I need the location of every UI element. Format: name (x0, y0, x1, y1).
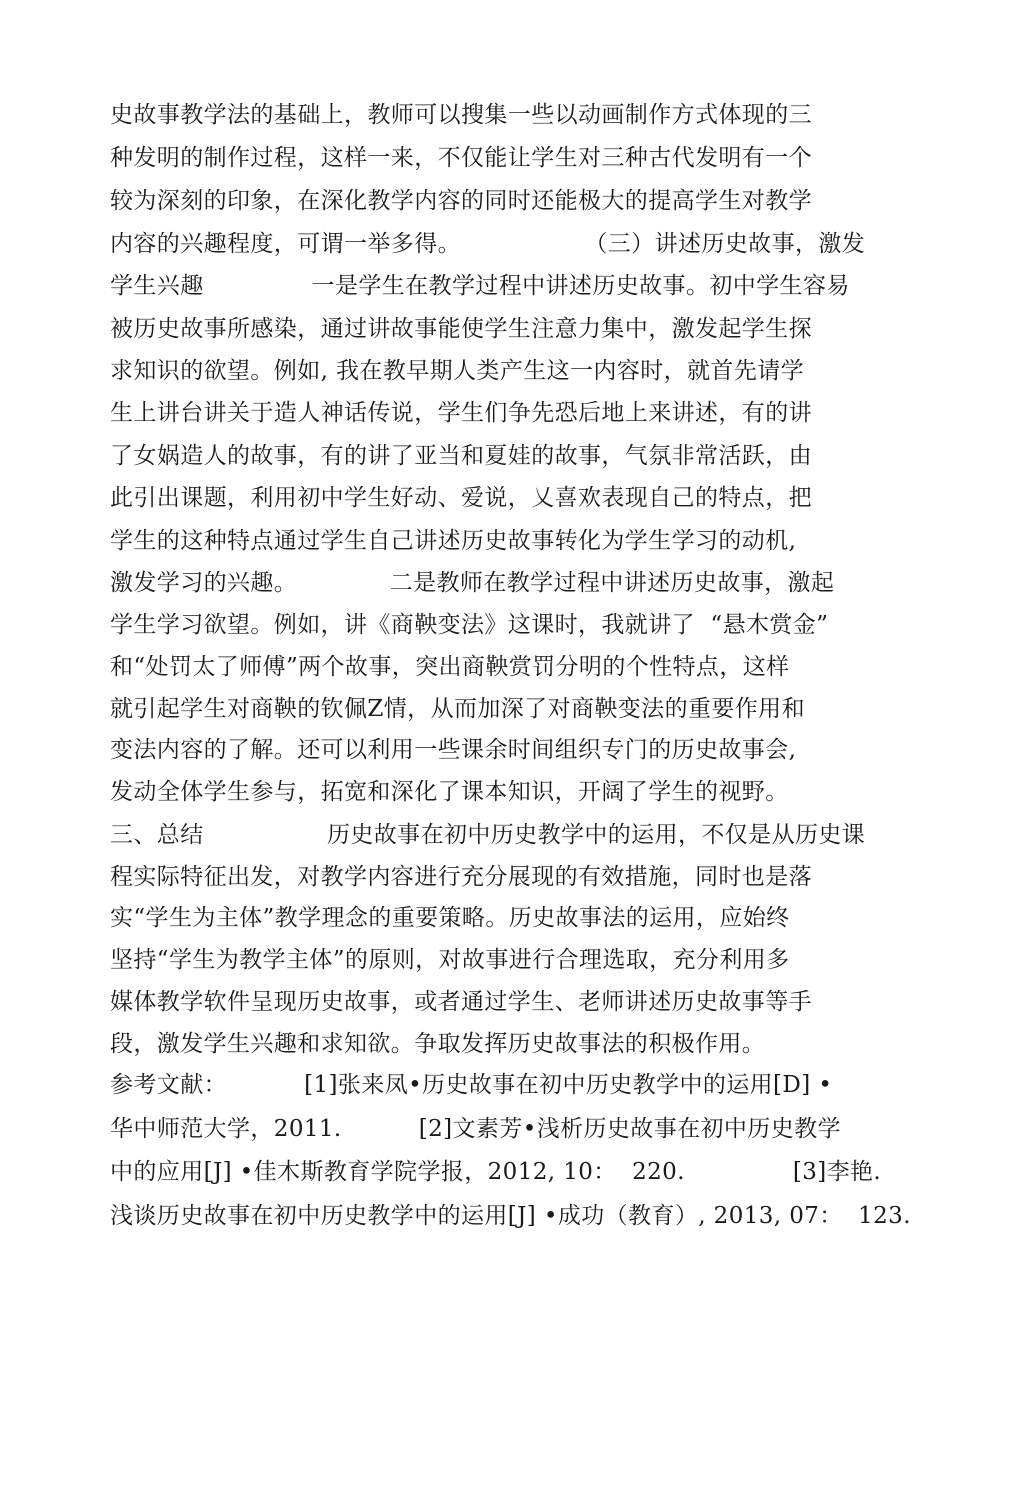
text-line: 求知识的欲望。例如, 我在教早期人类产生这一内容时，就首先请学 (110, 358, 805, 384)
text-line: 媒体教学软件呈现历史故事，或者通过学生、老师讲述历史故事等手 (110, 989, 812, 1015)
text-line: 史故事教学法的基础上，教师可以搜集一些以动画制作方式体现的三 (110, 102, 812, 128)
text-line: 三、总结 历史故事在初中历史教学中的运用，不仅是从历史课 (110, 822, 866, 848)
text-line: 内容的兴趣程度，可谓一举多得。 （三）讲述历史故事，激发 (110, 231, 866, 257)
text-line: 被历史故事所感染，通过讲故事能使学生注意力集中，激发起学生探 (110, 316, 812, 342)
text-line: 段，激发学生兴趣和求知欲。争取发挥历史故事法的积极作用。 (110, 1031, 766, 1057)
text-line: 学生的这种特点通过学生自己讲述历史故事转化为学生学习的动机, (110, 528, 797, 554)
text-line: 坚持“学生为教学主体”的原则，对故事进行合理选取，充分利用多 (110, 947, 790, 973)
text-line: 激发学习的兴趣。 二是教师在教学过程中讲述历史故事，激起 (110, 570, 835, 596)
text-line: 变法内容的了解。还可以利用一些课余时间组织专门的历史故事会, (110, 737, 797, 763)
text-line: 华中师范大学，2011. [2]文素芳•浅析历史故事在初中历史教学 (110, 1116, 841, 1142)
text-line: 浅谈历史故事在初中历史教学中的运用[J] •成功（教育）, 2013, 07： 123. (110, 1203, 911, 1229)
text-line: 和“处罚太了师傅”两个故事，突出商鞅赏罚分明的个性特点，这样 (110, 654, 790, 680)
text-line: 发动全体学生参与，拓宽和深化了课本知识，开阔了学生的视野。 (110, 779, 789, 805)
text-line: 较为深刻的印象，在深化教学内容的同时还能极大的提高学生对教学 (110, 188, 812, 214)
text-line: 中的应用[J] •佳木斯教育学院学报，2012, 10： 220. [3]李艳. (110, 1159, 882, 1185)
text-line: 种发明的制作过程，这样一来，不仅能让学生对三种古代发明有一个 (110, 145, 812, 171)
text-line: 程实际特征出发，对教学内容进行充分展现的有效措施，同时也是落 (110, 864, 812, 890)
text-line: 参考文献： [1]张来凤•历史故事在初中历史教学中的运用[D] • (110, 1072, 833, 1098)
text-line: 就引起学生对商鞅的钦佩Z情，从而加深了对商鞅变法的重要作用和 (110, 696, 805, 722)
text-line: 生上讲台讲关于造人神话传说，学生们争先恐后地上来讲述，有的讲 (110, 400, 812, 426)
text-line: 学生兴趣 一是学生在教学过程中讲述历史故事。初中学生容易 (110, 273, 850, 299)
text-line: 此引出课题，利用初中学生好动、爱说，乂喜欢表现自己的特点，把 (110, 485, 812, 511)
text-line: 学生学习欲望。例如，讲《商鞅变法》这课时，我就讲了 “悬木赏金” (110, 612, 829, 638)
text-line: 实“学生为主体”教学理念的重要策略。历史故事法的运用，应始终 (110, 905, 790, 931)
text-line: 了女娲造人的故事，有的讲了亚当和夏娃的故事，气氛非常活跃，由 (110, 443, 812, 469)
